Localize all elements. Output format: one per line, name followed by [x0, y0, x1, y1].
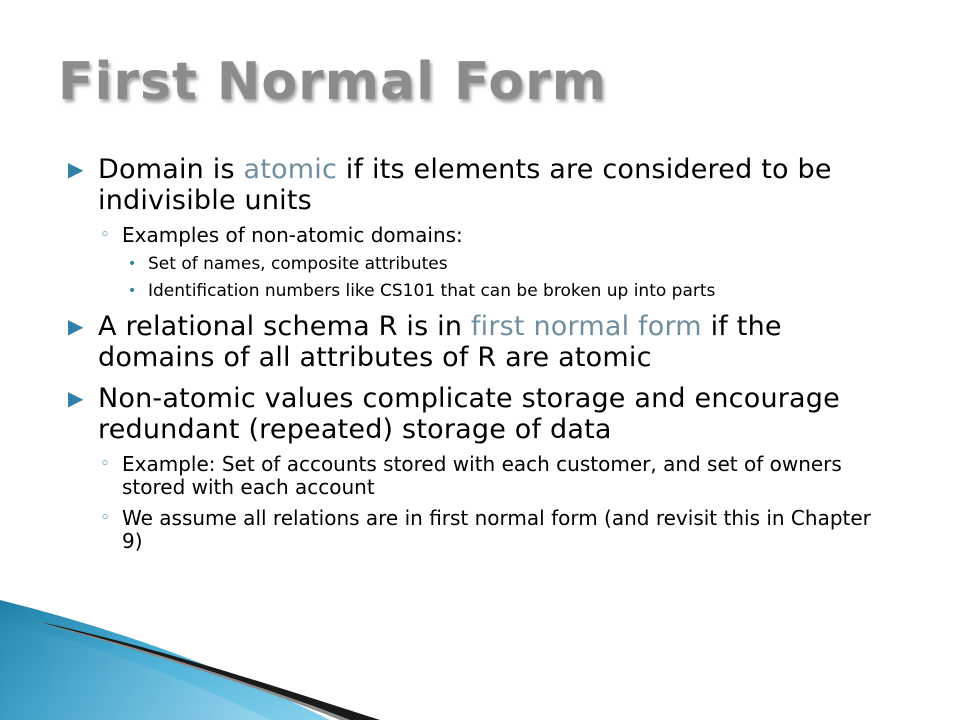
triangle-bullet-icon: ▶: [68, 314, 84, 338]
triangle-bullet-icon: ▶: [68, 157, 84, 181]
bullet-item: [64, 311, 894, 373]
sub-sub-bullet-item: [64, 282, 894, 301]
sub-sub-bullet-text: Identification numbers like CS101 that can be broken up into parts: [148, 281, 716, 301]
slide-title: First Normal Form: [58, 52, 607, 112]
hollow-circle-bullet-icon: ◦: [100, 454, 111, 474]
bullet-item: [64, 154, 894, 216]
sub-bullet-text: Example: Set of accounts stored with each customer, and set of owners stored with each account: [122, 452, 842, 499]
bullet-text: if the domains of all attributes of R are atomic: [98, 311, 782, 373]
bullet-text: if its elements are considered to be indivisible units: [98, 154, 832, 216]
hollow-circle-bullet-icon: ◦: [100, 508, 111, 528]
slide-content: [64, 150, 894, 553]
highlighted-term: atomic: [243, 154, 338, 185]
sub-sub-bullet-item: [64, 255, 894, 274]
triangle-bullet-icon: ▶: [68, 386, 84, 410]
dot-bullet-icon: •: [128, 283, 137, 299]
bullet-text: A relational schema R is in: [98, 311, 471, 342]
hollow-circle-bullet-icon: ◦: [100, 225, 111, 245]
bullet-text: Non-atomic values complicate storage and encourage redundant (repeated) storage of data: [98, 383, 840, 445]
teal-swoosh-highlight: [0, 620, 270, 720]
bullet-item: [64, 383, 894, 445]
sub-bullet-item: [64, 224, 894, 247]
sub-bullet-item: [64, 507, 894, 553]
dot-bullet-icon: •: [128, 256, 137, 272]
sub-bullet-text: Examples of non-atomic domains:: [122, 223, 463, 247]
bullet-text: Domain is: [98, 154, 244, 185]
sub-sub-bullet-text: Set of names, composite attributes: [148, 254, 448, 274]
sub-bullet-text: We assume all relations are in first normal form (and revisit this in Chapter 9): [122, 506, 871, 553]
highlighted-term: first normal form: [470, 311, 702, 342]
sub-bullet-item: [64, 453, 894, 499]
decorative-swoosh: [0, 560, 960, 720]
